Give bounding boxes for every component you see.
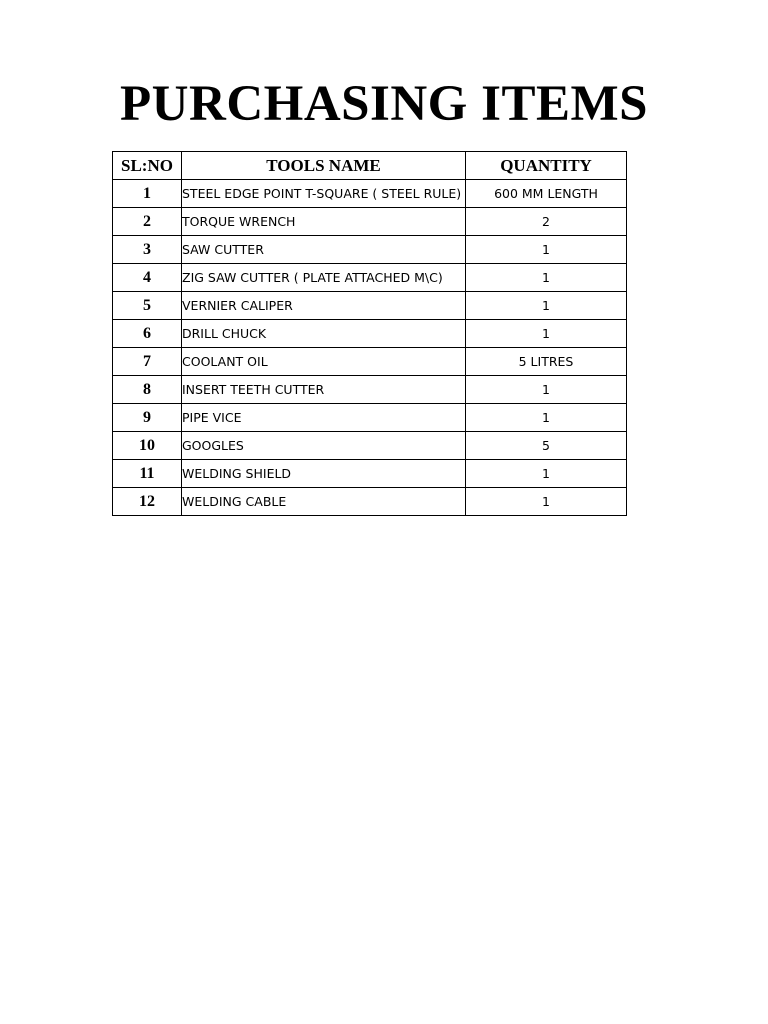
header-tools-name: TOOLS NAME [182, 152, 466, 180]
page-title: PURCHASING ITEMS [120, 76, 648, 132]
cell-quantity: 1 [466, 488, 627, 516]
cell-sl-no: 6 [113, 320, 182, 348]
cell-sl-no: 12 [113, 488, 182, 516]
cell-quantity: 600 MM LENGTH [466, 180, 627, 208]
cell-tool-name: WELDING SHIELD [182, 460, 466, 488]
cell-tool-name: PIPE VICE [182, 404, 466, 432]
cell-quantity: 1 [466, 236, 627, 264]
cell-tool-name: GOOGLES [182, 432, 466, 460]
table-header-row [113, 152, 627, 180]
table-row [113, 264, 627, 292]
table-row [113, 292, 627, 320]
table-row [113, 376, 627, 404]
table-row [113, 460, 627, 488]
header-sl-no: SL:NO [113, 152, 182, 180]
cell-tool-name: DRILL CHUCK [182, 320, 466, 348]
cell-quantity: 5 LITRES [466, 348, 627, 376]
cell-sl-no: 4 [113, 264, 182, 292]
cell-tool-name: TORQUE WRENCH [182, 208, 466, 236]
cell-quantity: 1 [466, 264, 627, 292]
cell-tool-name: INSERT TEETH CUTTER [182, 376, 466, 404]
cell-quantity: 1 [466, 404, 627, 432]
cell-sl-no: 5 [113, 292, 182, 320]
purchasing-items-table [112, 151, 627, 516]
cell-quantity: 1 [466, 376, 627, 404]
cell-tool-name: SAW CUTTER [182, 236, 466, 264]
table-row [113, 432, 627, 460]
cell-sl-no: 8 [113, 376, 182, 404]
cell-tool-name: WELDING CABLE [182, 488, 466, 516]
cell-quantity: 1 [466, 460, 627, 488]
table-row [113, 348, 627, 376]
cell-quantity: 2 [466, 208, 627, 236]
cell-sl-no: 3 [113, 236, 182, 264]
header-quantity: QUANTITY [466, 152, 627, 180]
table-row [113, 488, 627, 516]
cell-sl-no: 1 [113, 180, 182, 208]
cell-quantity: 1 [466, 320, 627, 348]
table-row [113, 236, 627, 264]
cell-quantity: 5 [466, 432, 627, 460]
cell-sl-no: 7 [113, 348, 182, 376]
table-row [113, 320, 627, 348]
table-row [113, 404, 627, 432]
cell-sl-no: 9 [113, 404, 182, 432]
cell-tool-name: STEEL EDGE POINT T-SQUARE ( STEEL RULE) [182, 180, 466, 208]
cell-tool-name: ZIG SAW CUTTER ( PLATE ATTACHED M\C) [182, 264, 466, 292]
cell-sl-no: 10 [113, 432, 182, 460]
cell-sl-no: 11 [113, 460, 182, 488]
table-row [113, 180, 627, 208]
cell-sl-no: 2 [113, 208, 182, 236]
cell-quantity: 1 [466, 292, 627, 320]
cell-tool-name: COOLANT OIL [182, 348, 466, 376]
table-row [113, 208, 627, 236]
cell-tool-name: VERNIER CALIPER [182, 292, 466, 320]
